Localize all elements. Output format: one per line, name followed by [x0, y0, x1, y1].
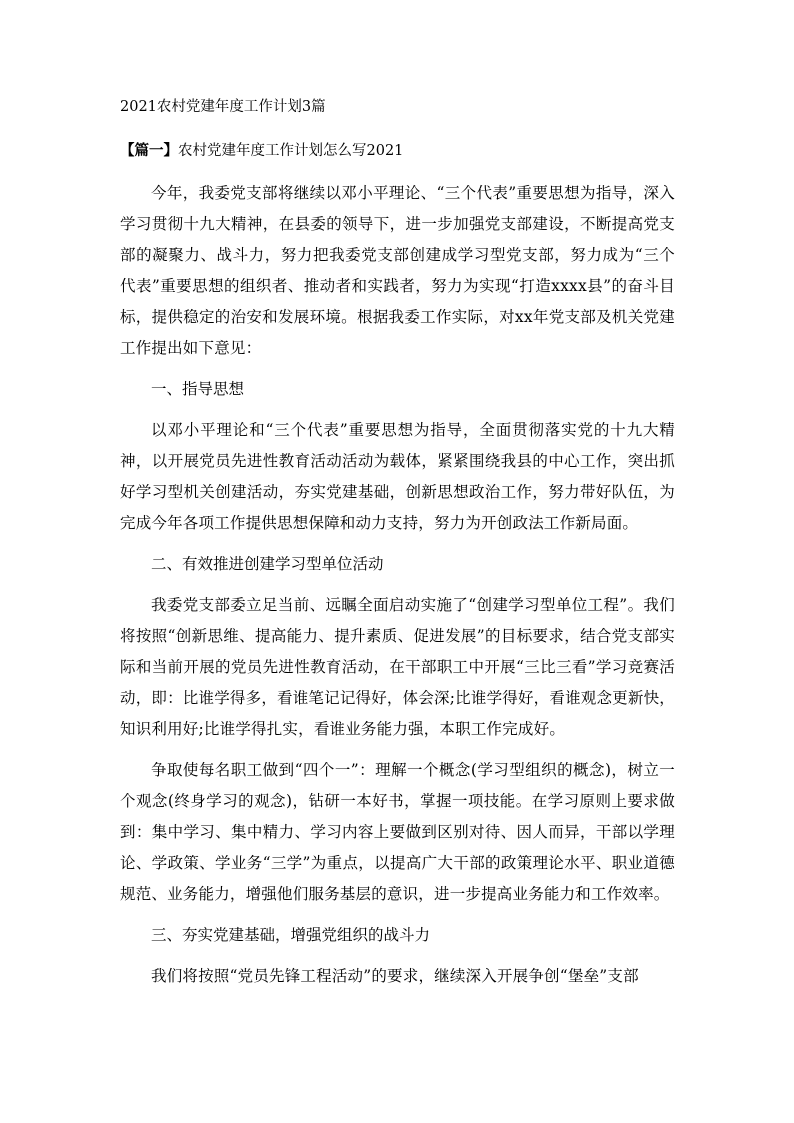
- document-title: 2021农村党建年度工作计划3篇: [120, 99, 326, 115]
- document-content: [120, 96, 675, 1002]
- heading-party-foundation: 三、夯实党建基础，增强党组织的战斗力: [151, 926, 431, 944]
- learning-organization-paragraph-2: 争取使每名职工做到“四个一”：理解一个概念(学习型组织的概念)，树立一个观念(终身学习的观念)，钻研一本好书，掌握一项技能。在学习原则上要求做到：集中学习、集中精力、学习内容上要做到区别对待、因人而异，干部以学理论、学政策、学业务“三学”为重点，以提高广大干部的政策理论水平、职业道德规范、业务能力，增强他们服务基层的意识，进一步提高业务能力和工作效率。: [120, 761, 675, 903]
- guiding-ideology-paragraph: 以邓小平理论和“三个代表”重要思想为指导，全面贯彻落实党的十九大精神，以开展党员先进性教育活动活动为载体，紧紧围绕我县的中心工作，突出抓好学习型机关创建活动，夯实党建基础，创新思想政治工作，努力带好队伍，为完成今年各项工作提供思想保障和动力支持，努力为开创政法工作新局面。: [120, 421, 675, 532]
- intro-paragraph: 今年，我委党支部将继续以邓小平理论、“三个代表”重要思想为指导，深入学习贯彻十九大精神，在县委的领导下，进一步加强党支部建设，不断提高党支部的凝聚力、战斗力，努力把我委党支部创建成学习型党支部，努力成为“三个代表”重要思想的组织者、推动者和实践者，努力为实现“打造xxxx县”的奋斗目标，提供稳定的治安和发展环境。根据我委工作实际，对xx年党支部及机关党建工作提出如下意见：: [120, 184, 675, 357]
- heading-learning-organization: 二、有效推进创建学习型单位活动: [151, 555, 384, 573]
- section-title: [120, 140, 675, 162]
- heading-guiding-ideology: 一、指导思想: [151, 380, 245, 398]
- section-label: 【篇一】: [120, 142, 178, 159]
- party-foundation-paragraph: 我们将按照“党员先锋工程活动”的要求，继续深入开展争创“堡垒”支部: [151, 967, 639, 985]
- learning-organization-paragraph-1: 我委党支部委立足当前、远瞩全面启动实施了“创建学习型单位工程”。我们将按照“创新思维、提高能力、提升素质、促进发展”的目标要求，结合党支部实际和当前开展的党员先进性教育活动，在干部职工中开展“三比三看”学习竞赛活动，即：比谁学得多，看谁笔记记得好，体会深;比谁学得好，看谁观念更新快，知识利用好;比谁学得扎实，看谁业务能力强，本职工作完成好。: [120, 596, 675, 738]
- section-title-text: 农村党建年度工作计划怎么写2021: [178, 143, 404, 159]
